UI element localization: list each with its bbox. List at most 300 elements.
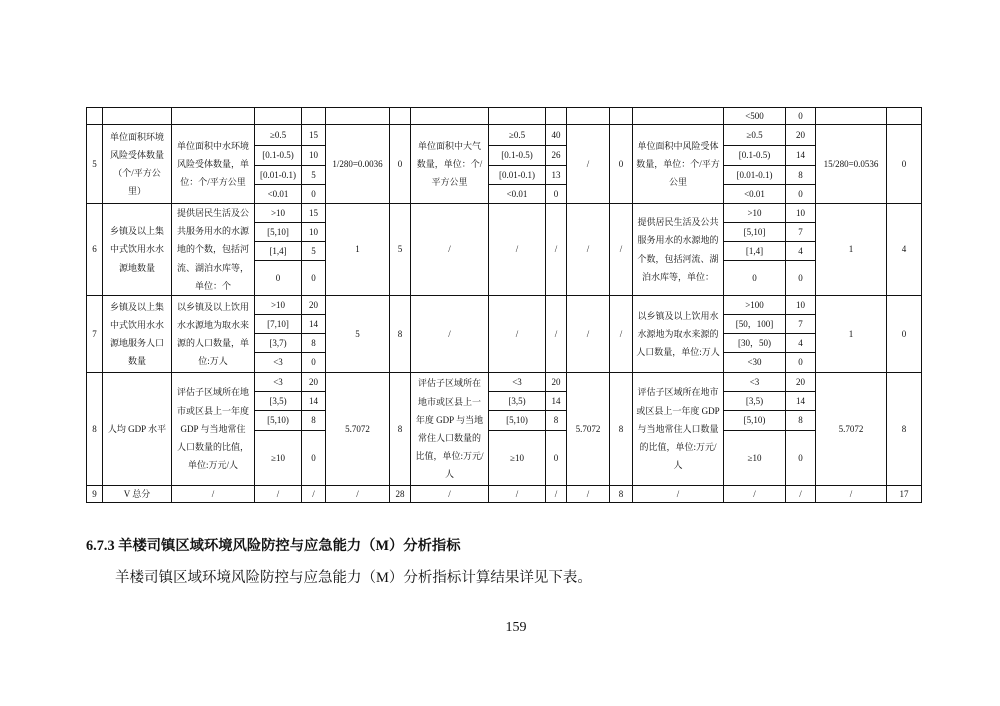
row-number-text: 7 <box>92 328 97 339</box>
score-cell <box>786 334 816 353</box>
criteria-description-cell <box>633 296 724 373</box>
range-cell <box>489 204 546 296</box>
value-text: 5.7072 <box>345 423 370 434</box>
total-score-cell <box>390 486 411 503</box>
value-cell <box>326 296 390 373</box>
indicator-cell <box>103 373 172 486</box>
score-text: 15 <box>309 129 318 140</box>
range-cell <box>255 166 302 185</box>
indicator-line: 人均 GDP 水平 <box>107 423 167 434</box>
score-text: 26 <box>551 150 561 161</box>
empty-cell <box>633 108 724 125</box>
description-line: 市或区县上一年度 <box>176 405 249 416</box>
range-cell <box>255 315 302 334</box>
result-score-text: 5 <box>397 244 403 255</box>
range-text: <3 <box>273 357 283 368</box>
range-text: [3,5) <box>269 395 287 406</box>
value-cell <box>567 373 610 486</box>
indicator-cell <box>103 296 172 373</box>
range-text: [0.01-0.1) <box>260 169 296 180</box>
indicator-line: 源地数量 <box>118 262 155 273</box>
score-text: 14 <box>551 395 561 406</box>
range-cell <box>724 486 786 503</box>
description-line: GDP 与当地常住 <box>180 423 246 434</box>
score-cell <box>302 411 326 431</box>
range-text: <500 <box>745 110 764 121</box>
score-text: 13 <box>551 169 561 180</box>
row-number-text: 8 <box>92 423 97 434</box>
range-cell <box>255 486 302 503</box>
description-line: 人 <box>673 460 683 471</box>
description-line: 位：个/平方公里 <box>180 177 246 188</box>
value-text: 5.7072 <box>575 423 601 434</box>
value-cell <box>567 296 610 373</box>
empty-cell <box>103 108 172 125</box>
description-line: / <box>448 244 451 255</box>
indicator-line: （个/平方公 <box>113 168 161 178</box>
score-cell <box>302 146 326 166</box>
value-text: / <box>586 158 590 169</box>
description-line: 源的人口数量，单 <box>176 338 249 348</box>
score-cell <box>786 108 816 125</box>
range-cell <box>724 146 786 166</box>
range-cell <box>489 392 546 411</box>
criteria-description-cell <box>633 486 724 503</box>
description-line: 与当地常住人口数量 <box>637 423 719 434</box>
range-cell <box>255 242 302 261</box>
value-text: 15/280=0.0536 <box>823 158 879 169</box>
range-cell <box>724 315 786 334</box>
value-cell <box>567 204 610 296</box>
result-score-cell <box>887 296 922 373</box>
score-text: 0 <box>311 272 316 283</box>
range-cell <box>724 296 786 315</box>
range-text: [30，50) <box>738 337 771 348</box>
value-cell <box>567 486 610 503</box>
score-text: / <box>554 244 558 255</box>
score-text: 20 <box>309 376 318 387</box>
score-text: 4 <box>798 245 803 256</box>
score-text: 10 <box>796 299 805 310</box>
description-line: 评估子区域所在地市 <box>637 387 719 398</box>
row-number-text: 6 <box>92 244 97 255</box>
score-cell <box>302 486 326 503</box>
score-cell <box>302 125 326 146</box>
score-text: 8 <box>798 169 803 180</box>
range-text: [0.01-0.1) <box>499 169 535 180</box>
value-text: / <box>586 244 590 255</box>
value-cell <box>816 204 887 296</box>
score-text: 0 <box>798 357 803 368</box>
range-text: / <box>276 488 280 499</box>
description-line: 单位面积中水环境 <box>176 140 249 151</box>
value-cell <box>816 486 887 503</box>
empty-cell <box>489 108 546 125</box>
range-text: <0.01 <box>506 188 528 199</box>
range-cell <box>724 334 786 353</box>
description-line: 评估子区域所在地 <box>176 387 249 398</box>
total-score-cell <box>610 486 633 503</box>
range-text: <0.01 <box>744 188 765 199</box>
total-score-text: 17 <box>899 488 909 499</box>
range-cell <box>489 411 546 431</box>
indicator-cell <box>103 125 172 204</box>
score-cell <box>786 392 816 411</box>
criteria-description-cell <box>633 125 724 204</box>
result-score-cell <box>887 373 922 486</box>
section-heading: 6.7.3 羊楼司镇区域环境风险防控与应急能力（M）分析指标 <box>86 538 461 554</box>
score-text: 0 <box>798 452 803 463</box>
section-paragraph: 羊楼司镇区域环境风险防控与应急能力（M）分析指标计算结果详见下表。 <box>115 570 592 586</box>
score-cell <box>546 431 567 486</box>
score-text: 10 <box>309 226 318 237</box>
score-text: 0 <box>553 452 559 463</box>
score-text: 5 <box>311 169 316 180</box>
description-line: / <box>448 328 451 339</box>
result-score-text: 0 <box>901 158 907 169</box>
range-cell <box>255 296 302 315</box>
value-cell <box>326 373 390 486</box>
result-score-text: 8 <box>397 328 403 339</box>
value-text: / <box>586 488 590 499</box>
value-cell <box>816 125 887 204</box>
criteria-description-cell <box>172 486 255 503</box>
score-cell <box>302 392 326 411</box>
criteria-description-cell <box>411 486 489 503</box>
score-cell <box>786 223 816 242</box>
range-text: [0.01-0.1) <box>736 169 773 180</box>
criteria-description-cell <box>172 204 255 296</box>
criteria-description-cell <box>172 125 255 204</box>
score-text: 14 <box>796 395 805 406</box>
range-cell <box>255 431 302 486</box>
range-cell <box>255 261 302 296</box>
indicator-line: 里） <box>127 186 146 197</box>
score-cell <box>302 315 326 334</box>
range-cell <box>255 334 302 353</box>
range-cell <box>724 431 786 486</box>
range-text: ≥10 <box>747 452 762 463</box>
description-line: 流、湖泊水库等， <box>176 262 249 273</box>
description-line: / <box>448 488 451 499</box>
description-line: 位:万人 <box>198 356 228 367</box>
score-cell <box>546 146 567 166</box>
range-cell <box>724 411 786 431</box>
criteria-description-cell <box>411 296 489 373</box>
description-line: 水源地为取水来源的 <box>637 328 719 339</box>
description-line: / <box>676 488 680 499</box>
result-score-cell <box>610 204 633 296</box>
description-line: 数量，单位：个/平方 <box>636 158 720 169</box>
score-text: 0 <box>553 188 559 199</box>
range-cell <box>724 373 786 392</box>
indicator-line: 乡镇及以上集 <box>109 301 164 312</box>
score-text: 14 <box>309 318 318 329</box>
indicator-line: 单位面积环境 <box>109 131 164 142</box>
range-cell <box>489 296 546 373</box>
score-cell <box>786 486 816 503</box>
range-cell <box>489 146 546 166</box>
result-score-text: / <box>619 244 623 255</box>
range-cell <box>489 431 546 486</box>
value-text: 1 <box>848 328 854 339</box>
score-cell <box>786 166 816 185</box>
score-cell <box>546 296 567 373</box>
score-text: 0 <box>798 110 803 121</box>
result-score-text: 0 <box>901 328 907 339</box>
description-line: 提供居民生活及公 <box>176 208 249 218</box>
score-cell <box>302 296 326 315</box>
value-cell <box>816 373 887 486</box>
score-cell <box>786 185 816 204</box>
description-line: 的比值，单位:万元/ <box>639 442 717 453</box>
total-score-text: 28 <box>395 488 405 499</box>
indicator-cell <box>103 204 172 296</box>
score-cell <box>302 242 326 261</box>
score-text: 15 <box>309 207 318 218</box>
score-text: 40 <box>551 129 561 140</box>
score-cell <box>786 146 816 166</box>
range-text: [5,10) <box>506 415 528 426</box>
indicator-line: 风险受体数量 <box>109 149 164 160</box>
range-text: >10 <box>270 299 286 310</box>
range-text: ≥0.5 <box>269 129 287 140</box>
score-text: 5 <box>311 245 316 256</box>
range-cell <box>724 223 786 242</box>
empty-cell <box>887 108 922 125</box>
range-text: [7,10] <box>267 318 289 329</box>
range-cell <box>255 146 302 166</box>
score-text: / <box>554 328 558 339</box>
range-text: [0.1-0.5) <box>262 150 294 161</box>
description-line: 以乡镇及以上饮用 <box>176 301 249 312</box>
empty-cell <box>87 108 103 125</box>
score-cell <box>302 353 326 373</box>
range-cell <box>255 204 302 223</box>
value-text: / <box>356 488 359 499</box>
result-score-text: 8 <box>618 423 624 434</box>
score-text: / <box>799 488 802 499</box>
range-text: <3 <box>273 376 283 387</box>
result-score-cell <box>887 125 922 204</box>
description-line: 评估子区域所在 <box>417 378 481 389</box>
description-line: 数量，单位：个/ <box>416 158 483 169</box>
description-line: 水水源地为取水来 <box>176 319 249 330</box>
row-number-cell <box>87 296 103 373</box>
description-line: 比值，单位:万元/ <box>415 451 484 462</box>
score-cell <box>786 296 816 315</box>
score-cell <box>546 125 567 146</box>
result-score-cell <box>610 373 633 486</box>
criteria-description-cell <box>411 125 489 204</box>
score-cell <box>786 431 816 486</box>
description-line: 地的个数，包括河 <box>176 244 249 255</box>
range-text: [3,5) <box>508 395 526 406</box>
result-score-text: 0 <box>397 158 403 169</box>
row-number-cell <box>87 486 103 503</box>
criteria-description-cell <box>172 296 255 373</box>
range-text: [3,7) <box>269 337 287 348</box>
empty-cell <box>546 108 567 125</box>
description-line: 单位面积中风险受体 <box>637 140 719 151</box>
empty-cell <box>326 108 390 125</box>
result-score-text: 0 <box>618 158 624 169</box>
range-cell <box>724 166 786 185</box>
description-line: 单位面积中大气 <box>417 140 481 151</box>
score-cell <box>302 223 326 242</box>
row-number-cell <box>87 125 103 204</box>
range-cell <box>724 353 786 373</box>
score-text: 20 <box>796 376 805 387</box>
score-cell <box>786 261 816 296</box>
score-text: 7 <box>798 318 803 329</box>
range-text: [1,4] <box>745 245 764 256</box>
criteria-description-cell <box>411 204 489 296</box>
range-text: 0 <box>275 272 281 283</box>
range-cell <box>255 392 302 411</box>
value-text: / <box>586 328 590 339</box>
range-text: [50，100] <box>735 318 774 329</box>
indicator-line: 乡镇及以上集 <box>109 226 164 237</box>
empty-cell <box>816 108 887 125</box>
page-number: 159 <box>505 620 527 635</box>
value-cell <box>326 204 390 296</box>
result-score-text: 8 <box>397 423 403 434</box>
total-score-cell <box>887 486 922 503</box>
score-cell <box>546 166 567 185</box>
range-cell <box>724 125 786 146</box>
range-text: / <box>515 244 519 255</box>
empty-cell <box>610 108 633 125</box>
score-cell <box>302 166 326 185</box>
score-text: 4 <box>798 337 803 348</box>
description-line: 人口数量的比值， <box>176 442 249 453</box>
range-text: / <box>753 488 756 499</box>
score-text: 0 <box>311 188 316 199</box>
score-cell <box>786 242 816 261</box>
range-cell <box>255 185 302 204</box>
total-score-text: 8 <box>618 488 624 499</box>
range-text: [3,5) <box>745 395 764 406</box>
empty-cell <box>255 108 302 125</box>
score-text: 8 <box>553 415 559 426</box>
description-line: 平方公里 <box>431 177 468 188</box>
range-text: ≥10 <box>510 452 524 463</box>
range-cell <box>724 185 786 204</box>
description-line: 共服务用水的水源 <box>176 226 249 237</box>
indicator-line: 中式饮用水水 <box>109 319 164 330</box>
score-cell <box>302 334 326 353</box>
indicator-line: 数量 <box>127 356 146 367</box>
range-text: [0.1-0.5) <box>738 150 771 161</box>
value-text: 1 <box>848 244 854 255</box>
value-text: 1/280=0.0036 <box>332 158 383 169</box>
score-text: 10 <box>796 207 805 218</box>
range-text: ≥0.5 <box>508 129 526 140</box>
score-cell <box>786 315 816 334</box>
score-text: 8 <box>311 337 316 348</box>
range-cell <box>724 242 786 261</box>
range-text: >100 <box>745 299 764 310</box>
result-score-cell <box>610 296 633 373</box>
score-cell <box>546 411 567 431</box>
range-cell <box>255 411 302 431</box>
range-text: [5,10) <box>267 415 289 426</box>
empty-cell <box>302 108 326 125</box>
indicator-line: 源地服务人口 <box>109 338 164 348</box>
value-text: 5 <box>355 328 360 339</box>
range-text: ≥0.5 <box>746 129 763 140</box>
score-cell <box>546 185 567 204</box>
description-line: / <box>211 488 215 499</box>
range-text: ≥10 <box>271 452 285 463</box>
score-text: 20 <box>551 376 561 387</box>
score-text: 8 <box>311 415 316 426</box>
score-text: 0 <box>798 272 803 283</box>
score-text: 20 <box>309 299 318 310</box>
range-cell <box>255 223 302 242</box>
description-line: 人 <box>444 469 454 480</box>
score-cell <box>302 261 326 296</box>
score-text: 8 <box>798 415 803 426</box>
value-text: 5.7072 <box>838 423 864 434</box>
score-cell <box>546 486 567 503</box>
value-text: / <box>849 488 853 499</box>
range-text: [5,10) <box>743 415 766 426</box>
score-text: 14 <box>309 395 318 406</box>
score-text: / <box>312 488 315 499</box>
score-cell <box>302 373 326 392</box>
score-text: 20 <box>796 129 805 140</box>
description-line: 单位：个 <box>194 280 231 291</box>
score-cell <box>546 392 567 411</box>
total-label-cell <box>103 486 172 503</box>
score-text: 14 <box>796 150 805 161</box>
description-line: 泊水库等，单位： <box>641 271 714 282</box>
range-cell <box>724 108 786 125</box>
description-line: 风险受体数量，单 <box>176 158 249 169</box>
score-cell <box>546 373 567 392</box>
range-text: <30 <box>747 357 762 368</box>
row-number-text: 5 <box>92 158 97 169</box>
description-line: 提供居民生活及公共 <box>637 217 719 228</box>
empty-cell <box>390 108 411 125</box>
score-text: 0 <box>311 452 316 463</box>
score-cell <box>786 125 816 146</box>
criteria-description-cell <box>633 373 724 486</box>
range-text: [1,4] <box>269 245 287 256</box>
range-cell <box>724 204 786 223</box>
range-cell <box>489 125 546 146</box>
score-cell <box>786 204 816 223</box>
value-cell <box>326 486 390 503</box>
range-cell <box>255 353 302 373</box>
range-cell <box>489 486 546 503</box>
result-score-cell <box>610 125 633 204</box>
description-line: 单位:万元/人 <box>187 460 238 471</box>
score-cell <box>302 185 326 204</box>
range-cell <box>255 125 302 146</box>
range-cell <box>724 261 786 296</box>
range-cell <box>489 185 546 204</box>
range-text: / <box>515 488 519 499</box>
criteria-description-cell <box>172 373 255 486</box>
range-text: >10 <box>747 207 762 218</box>
result-score-text: 4 <box>901 244 907 255</box>
result-score-text: 8 <box>901 423 907 434</box>
description-line: 服务用水的水源地的 <box>637 235 719 246</box>
score-text: 10 <box>309 150 318 161</box>
